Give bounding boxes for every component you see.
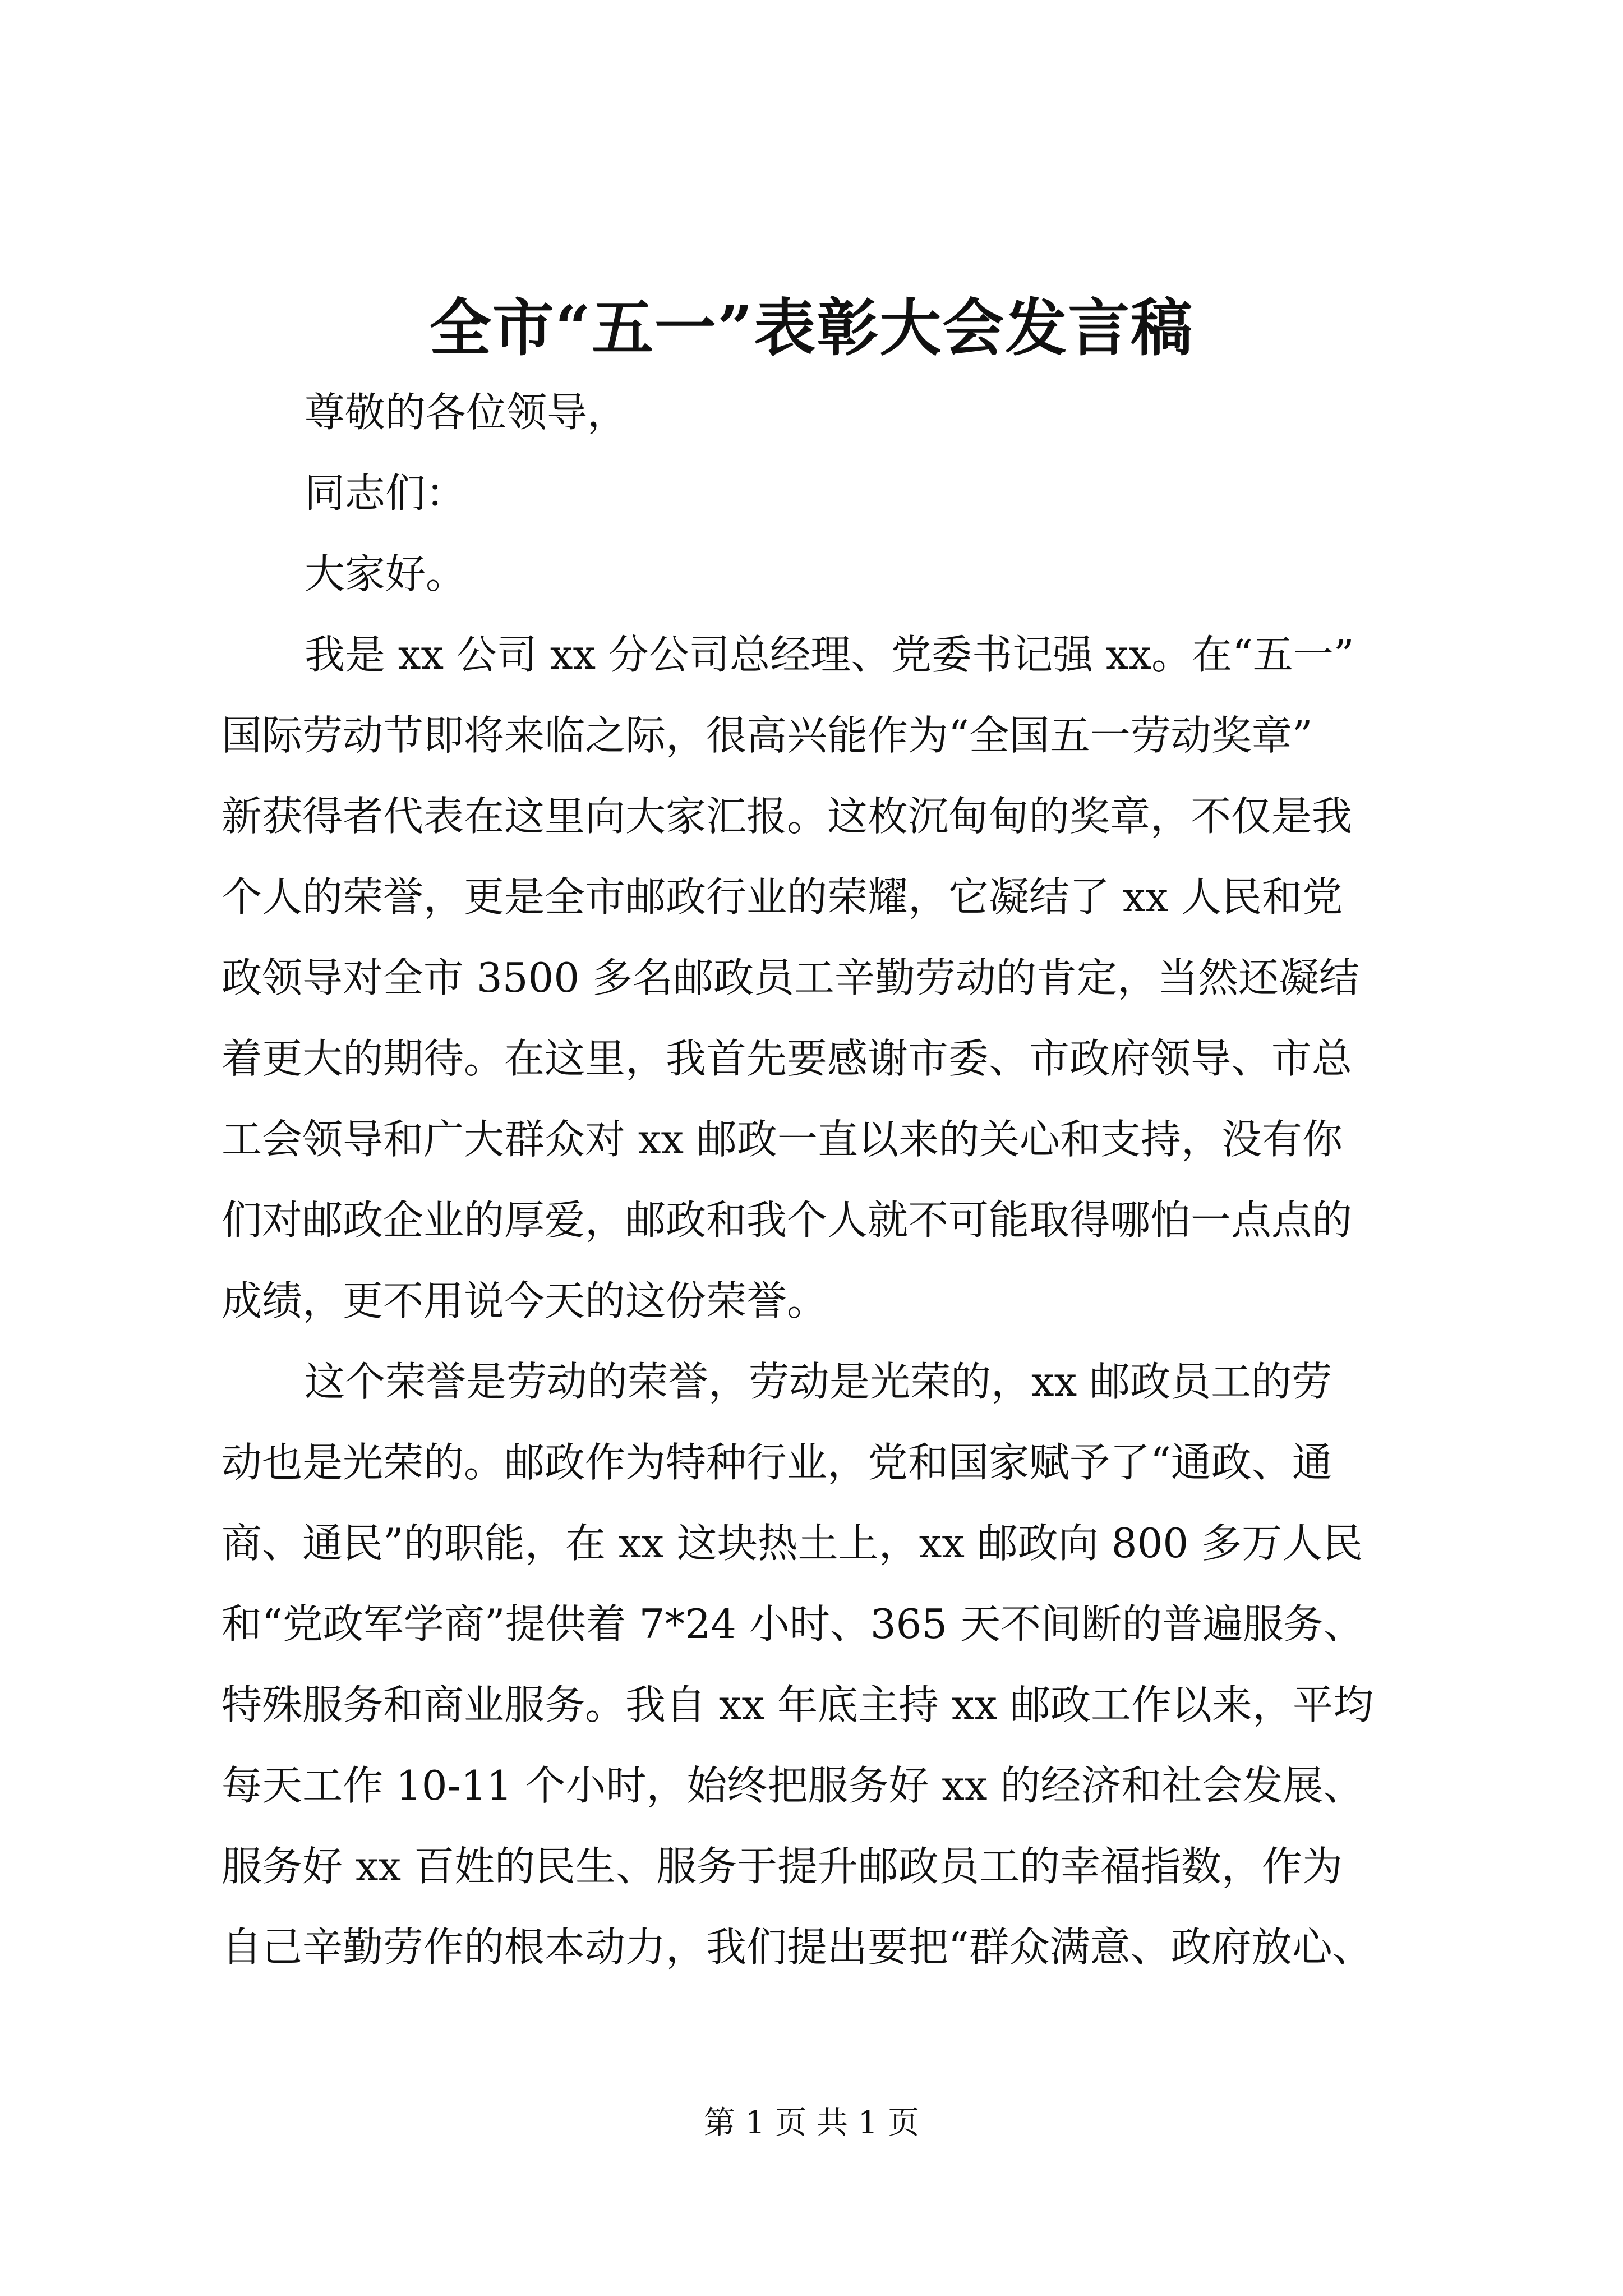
paragraph-line: 这个荣誉是劳动的荣誉，劳动是光荣的，xx 邮政员工的劳 bbox=[305, 1358, 1332, 1405]
document-title: 全市“五一”表彰大会发言稿 bbox=[429, 292, 1194, 364]
paragraph-line: 个人的荣誉，更是全市邮政行业的荣耀，它凝结了 xx 人民和党 bbox=[222, 873, 1343, 921]
paragraph-line: 国际劳动节即将来临之际，很高兴能作为“全国五一劳动奖章” bbox=[222, 712, 1313, 759]
paragraph-line: 和“党政军学商”提供着 7*24 小时、365 天不间断的普遍服务、 bbox=[222, 1600, 1364, 1648]
paragraph-line: 特殊服务和商业服务。我自 xx 年底主持 xx 邮政工作以来，平均 bbox=[222, 1681, 1373, 1728]
paragraph-line: 服务好 xx 百姓的民生、服务于提升邮政员工的幸福指数，作为 bbox=[222, 1843, 1343, 1890]
paragraph-line: 商、通民”的职能，在 xx 这块热土上，xx 邮政向 800 多万人民 bbox=[222, 1520, 1363, 1567]
paragraph-line: 们对邮政企业的厚爱，邮政和我个人就不可能取得哪怕一点点的 bbox=[222, 1197, 1353, 1244]
greeting-line: 同志们： bbox=[305, 470, 467, 517]
paragraph-line: 我是 xx 公司 xx 分公司总经理、党委书记强 xx。在“五一” bbox=[305, 631, 1354, 678]
paragraph-line: 成绩，更不用说今天的这份荣誉。 bbox=[222, 1277, 828, 1324]
greeting-line: 尊敬的各位领导， bbox=[305, 389, 628, 436]
page-number: 第 1 页 共 1 页 bbox=[703, 2105, 920, 2141]
paragraph-line: 每天工作 10-11 个小时，始终把服务好 xx 的经济和社会发展、 bbox=[222, 1762, 1364, 1809]
paragraph-line: 政领导对全市 3500 多名邮政员工辛勤劳动的肯定，当然还凝结 bbox=[222, 954, 1360, 1001]
greeting-line: 大家好。 bbox=[305, 550, 467, 597]
paragraph-line: 动也是光荣的。邮政作为特种行业，党和国家赋予了“通政、通 bbox=[222, 1439, 1332, 1486]
paragraph-line: 新获得者代表在这里向大家汇报。这枚沉甸甸的奖章，不仅是我 bbox=[222, 793, 1353, 840]
paragraph-line: 工会领导和广大群众对 xx 邮政一直以来的关心和支持，没有你 bbox=[222, 1116, 1343, 1163]
paragraph-line: 自己辛勤劳作的根本动力，我们提出要把“群众满意、政府放心、 bbox=[222, 1924, 1373, 1971]
paragraph-line: 着更大的期待。在这里，我首先要感谢市委、市政府领导、市总 bbox=[222, 1035, 1353, 1082]
